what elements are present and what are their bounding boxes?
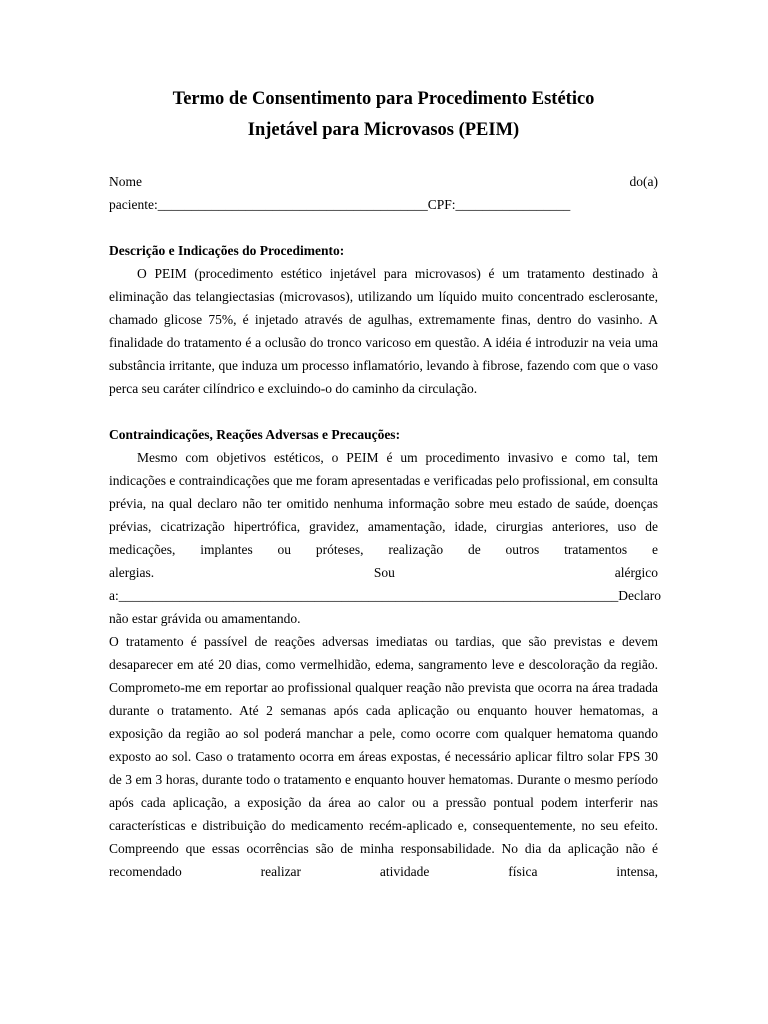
allergy-field[interactable]: a:__________________________________________________________________________	[109, 588, 619, 603]
declaro-word: Declaro	[618, 588, 661, 603]
title-line-1: Termo de Consentimento para Procedimento Estético	[172, 89, 595, 109]
section-heading-description: Descrição e Indicações do Procedimento:	[109, 243, 345, 258]
patient-fields	[109, 170, 658, 216]
section-contraindications	[109, 423, 661, 883]
allergy-words-row	[109, 561, 658, 584]
patient-name-line	[109, 193, 658, 216]
allergy-word-2: Sou	[373, 565, 395, 580]
pregnancy-declaration: não estar grávida ou amamentando.	[109, 611, 301, 626]
name-label-suffix: do(a)	[629, 174, 658, 189]
patient-name-row	[109, 170, 658, 193]
name-label: Nome	[109, 174, 142, 189]
adverse-reactions-paragraph: O tratamento é passível de reações adversas imediatas ou tardias, que são previstas e devem desaparecer em até 20 dias, como vermelhidão, edema, sangramento leve e descoloração da região. Comprometo-me em reportar ao profissional qualquer reação não prevista que ocorra na área tradada durante o tratamento. Até 2 semanas após cada aplicação ou enquanto houver hematomas, a exposição da região ao sol poderá manchar a pele, como ocorre com qualquer hematoma quando exposto ao sol. Caso o tratamento ocorra em áreas expostas, é necessário aplicar filtro solar FPS 30 de 3 em 3 horas, durante todo o tratamento e enquanto houver hematomas. Durante o mesmo período após cada aplicação, a exposição da área ao calor ou a pressão pontual podem interferir nas características e distribuição do medicamento recém-aplicado e, consequentemente, no seu efeito. Compreendo que essas ocorrências são de minha responsabilidade. No dia da aplicação não é recomendado realizar atividade física intensa,	[109, 634, 658, 879]
allergy-field-row	[109, 584, 661, 607]
patient-name-field[interactable]: paciente:________________________________________	[109, 197, 428, 212]
title-line-2: Injetável para Microvasos (PEIM)	[247, 120, 520, 140]
description-paragraph: O PEIM (procedimento estético injetável para microvasos) é um tratamento destinado à eliminação das telangiectasias (microvasos), utilizando um líquido muito concentrado esclerosante, chamado glicose 75%, é injetado através de agulhas, extremamente finas, dentro do vasinho. A finalidade do tratamento é a oclusão do tronco varicoso em questão. A idéia é introduzir na veia uma substância irritante, que induza um processo inflamatório, levando à fibrose, fazendo com que o vaso perca seu caráter cilíndrico e excluindo-o do caminho da circulação.	[109, 266, 658, 396]
contraindications-paragraph: Mesmo com objetivos estéticos, o PEIM é um procedimento invasivo e como tal, tem indicações e contraindicações que me foram apresentadas e verificadas pelo profissional, em consulta prévia, na qual declaro não ter omitido nenhuma informação sobre meu estado de saúde, doenças prévias, cicatrização hipertrófica, gravidez, amamentação, idade, cirurgias anteriores, uso de medicações, implantes ou próteses, realização de outros tratamentos e	[109, 450, 658, 557]
section-heading-contraindications: Contraindicações, Reações Adversas e Precauções:	[109, 427, 401, 442]
section-description	[109, 239, 658, 400]
allergy-word-1: alergias.	[109, 565, 155, 580]
consent-document	[109, 84, 661, 883]
cpf-field[interactable]: CPF:_________________	[427, 197, 571, 212]
spacer	[109, 216, 658, 239]
allergy-word-3: alérgico	[614, 565, 658, 580]
spacer	[109, 400, 658, 423]
document-title	[109, 84, 658, 146]
